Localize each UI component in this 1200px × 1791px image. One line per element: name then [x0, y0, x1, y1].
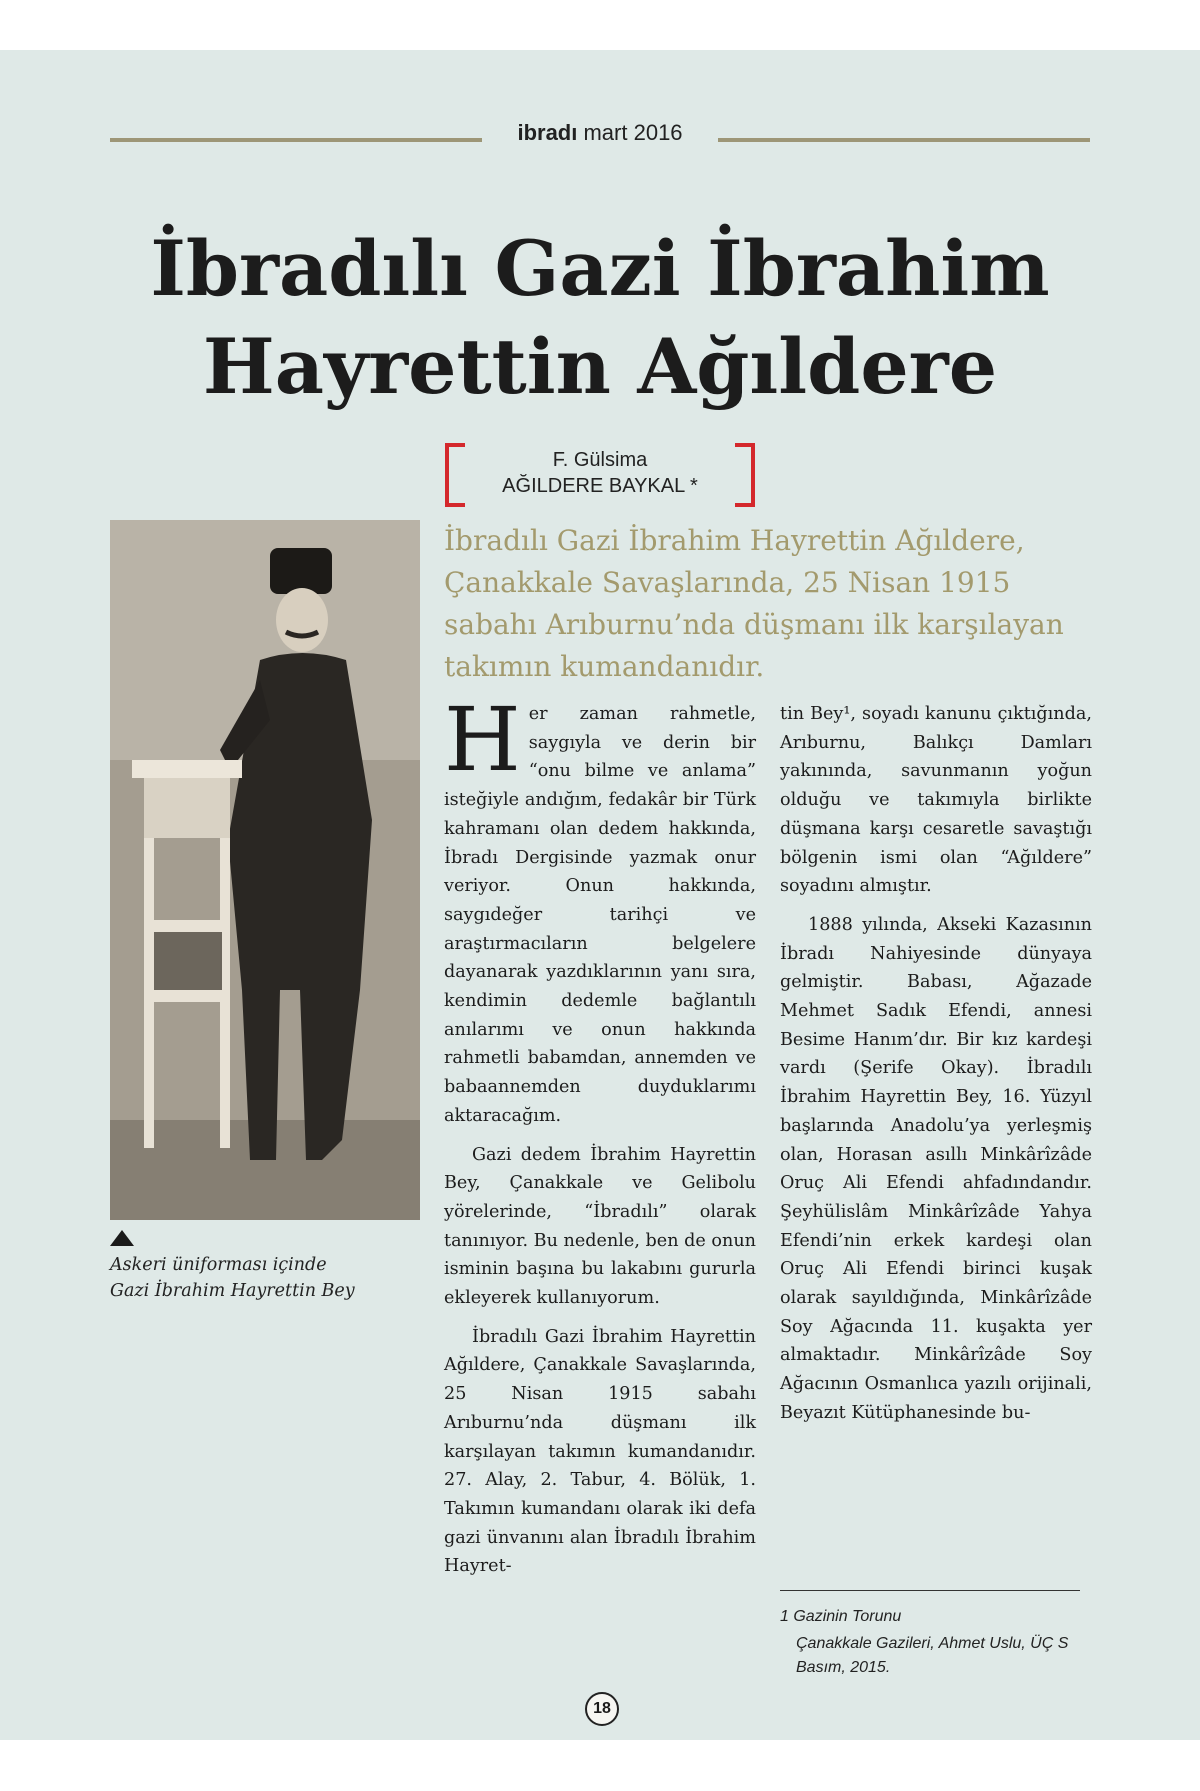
- magazine-name: ibradı: [517, 120, 578, 145]
- drop-cap: H: [444, 688, 521, 791]
- running-header: [485, 120, 715, 146]
- page-number: 18: [585, 1692, 619, 1726]
- paragraph: [444, 688, 756, 1131]
- header-rule-right: [718, 138, 1090, 142]
- footnote-1: 1 Gazinin Torunu: [780, 1608, 902, 1625]
- title-line-1: İbradılı Gazi İbrahim: [150, 224, 1050, 313]
- magazine-page: [0, 50, 1200, 1740]
- paragraph: İbradılı Gazi İbrahim Hayrettin Ağıldere, Çanakkale Savaşlarında, 25 Nisan 1915 sabahı Arıburnu’nda düşmanı ilk karşılayan takımın kumandanıdır. 27. Alay, 2. Tabur, 4. Bölük, 1. Takımın kumandanı olarak iki defa gazi ünvanını alan İbradılı İbrahim Hayret-: [444, 1326, 756, 1577]
- soldier-portrait-image: [110, 520, 420, 1220]
- body-column-2: [780, 700, 1092, 1438]
- caption-triangle-icon: [110, 1230, 134, 1246]
- body-column-1: [444, 688, 756, 1591]
- photo-caption-line-2: Gazi İbrahim Hayrettin Bey: [110, 1281, 355, 1301]
- photo-caption-line-1: Askeri üniforması içinde: [110, 1255, 327, 1275]
- author-surname: AĞILDERE BAYKAL *: [502, 475, 698, 497]
- paragraph: 1888 yılında, Akseki Kazasının İbradı Nahiyesinde dünyaya gelmiştir. Babası, Ağazade Mehmet Sadık Efendi, annesi Besime Hanım’dır. Bir kız kardeşi vardı (Şerife Okay). İbradılı İbrahim Hayrettin Bey, 16. Yüzyıl başlarında Anadolu’ya yerleşmiş olan, Horasan asıllı Minkârîzâde Oruç Ali Efendi ahfadındandır. Şeyhülislâm Minkârîzâde Yahya Efendi’nin erkek kardeşi olan Oruç Ali Efendi birinci kuşak olarak sayıldığında, Minkârîzâde Soy Ağacında 11. kuşakta yer almaktadır. Minkârîzâde Soy Ağacının Osmanlıca yazılı orijinali, Beyazıt Kütüphanesinde bu-: [780, 914, 1092, 1423]
- author-first-name: F. Gülsima: [552, 449, 648, 471]
- paragraph: tin Bey¹, soyadı kanunu çıktığında, Arıburnu, Balıkçı Damları yakınında, savunmanın yoğun olduğu ve takımıyla birlikte düşmana karşı cesaretle savaştığı bölgenin ismi olan “Ağıldere” soyadını almıştır.: [780, 704, 1092, 897]
- historical-portrait-photo: [110, 520, 420, 1220]
- author-byline: [440, 443, 760, 503]
- photo-caption: [110, 1252, 430, 1304]
- footnote-source: Çanakkale Gazileri, Ahmet Uslu, ÜÇ S Basım, 2015.: [796, 1635, 1069, 1676]
- paragraph-text: er zaman rahmetle, saygıyla ve derin bir “onu bilme ve anlama” isteğiyle andığım, fedakâr bir Türk kahramanı olan dedem hakkında, İbradı Dergisinde yazmak onur veriyor. Onun hakkında, saygıdeğer tarihçi ve araştırmacıların belgelere dayanarak yazdıklarının yanı sıra, kendimin dedemle bağlantılı anılarımı ve onun hakkında rahmetli babamdan, annemden ve babaannemden duyduklarımı aktaracağım.: [444, 704, 756, 1126]
- article-title: [60, 220, 1140, 416]
- lead-paragraph: İbradılı Gazi İbrahim Hayrettin Ağıldere, Çanakkale Savaşlarında, 25 Nisan 1915 sabahı Arıburnu’nda düşmanı ilk karşılayan takımın kumandanıdır.: [444, 524, 1064, 683]
- header-rule-left: [110, 138, 482, 142]
- paragraph: Gazi dedem İbrahim Hayrettin Bey, Çanakkale ve Gelibolu yörelerinde, “İbradılı” olarak tanınıyor. Bu nedenle, ben de onun isminin başına bu lakabını gururla ekleyerek kullanıyorum.: [444, 1144, 756, 1309]
- title-line-2: Hayrettin Ağıldere: [202, 322, 998, 411]
- footnote-divider: [780, 1590, 1080, 1591]
- issue-date: mart 2016: [583, 120, 683, 145]
